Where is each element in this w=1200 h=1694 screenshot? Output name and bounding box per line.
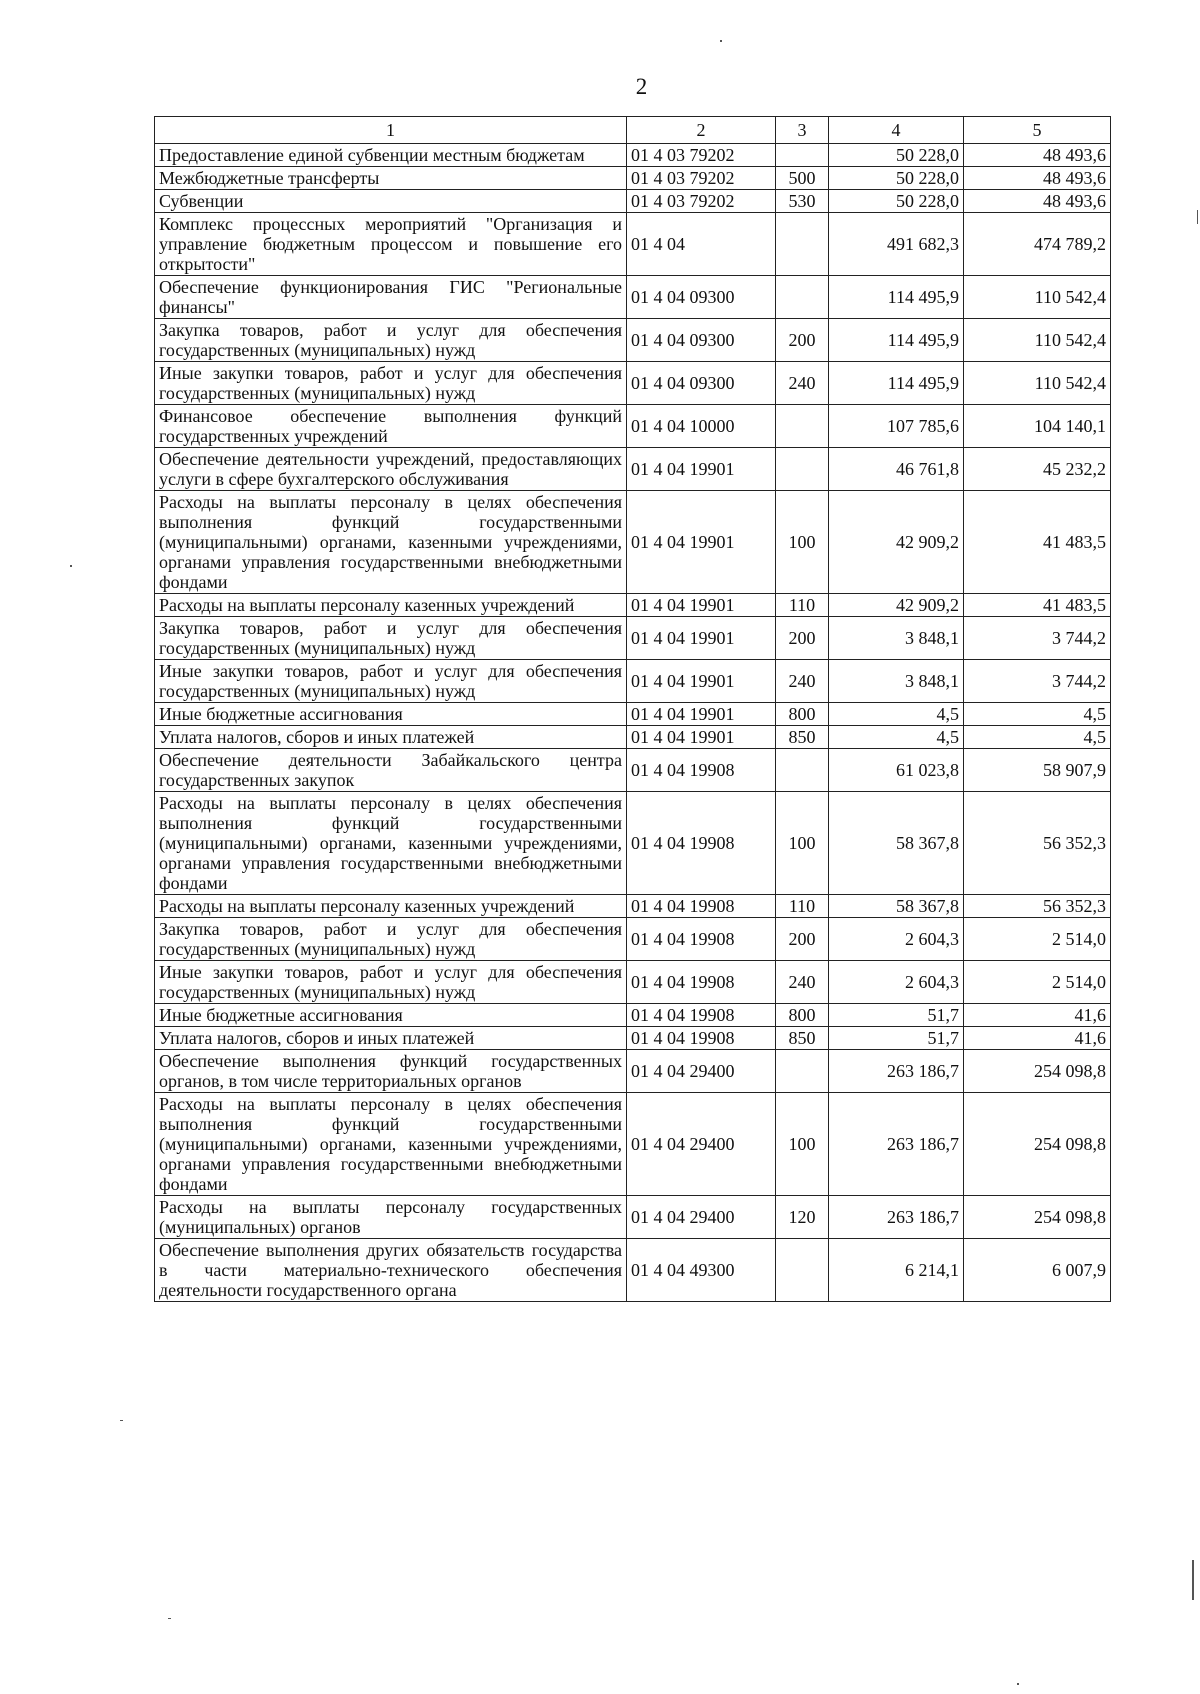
row-code: 01 4 04 29400 [627,1093,776,1196]
row-name: Субвенции [155,190,627,213]
row-name: Иные бюджетные ассигнования [155,703,627,726]
table-row [155,362,1111,405]
table-row [155,1027,1111,1050]
row-name: Закупка товаров, работ и услуг для обеспечения государственных (муниципальных) нужд [155,617,627,660]
row-type: 200 [776,319,829,362]
row-value-4: 107 785,6 [829,405,964,448]
budget-table [154,116,1111,1302]
row-name: Финансовое обеспечение выполнения функций государственных учреждений [155,405,627,448]
table-body [155,144,1111,1302]
row-code: 01 4 04 19901 [627,448,776,491]
row-value-4: 42 909,2 [829,594,964,617]
row-name: Уплата налогов, сборов и иных платежей [155,726,627,749]
row-value-5: 48 493,6 [964,144,1111,167]
table-row [155,792,1111,895]
table-row [155,213,1111,276]
row-value-4: 51,7 [829,1027,964,1050]
row-name: Уплата налогов, сборов и иных платежей [155,1027,627,1050]
row-value-4: 4,5 [829,726,964,749]
row-type: 850 [776,726,829,749]
row-name: Расходы на выплаты персоналу в целях обеспечения выполнения функций государственными (муниципальными) органами, казенными учреждениями, органами управления государственными внебюджетными фондами [155,491,627,594]
table-row [155,726,1111,749]
row-value-5: 48 493,6 [964,190,1111,213]
row-value-4: 4,5 [829,703,964,726]
row-name: Обеспечение деятельности Забайкальского центра государственных закупок [155,749,627,792]
page-number: 2 [635,74,648,99]
row-name: Закупка товаров, работ и услуг для обеспечения государственных (муниципальных) нужд [155,918,627,961]
row-code: 01 4 04 19901 [627,617,776,660]
row-type: 100 [776,491,829,594]
row-value-4: 114 495,9 [829,362,964,405]
row-value-5: 56 352,3 [964,895,1111,918]
row-code: 01 4 04 19901 [627,703,776,726]
row-type: 850 [776,1027,829,1050]
row-type: 240 [776,362,829,405]
row-value-4: 58 367,8 [829,792,964,895]
row-type [776,144,829,167]
row-value-4: 50 228,0 [829,190,964,213]
row-name: Обеспечение выполнения функций государственных органов, в том числе территориальных органов [155,1050,627,1093]
row-name: Расходы на выплаты персоналу казенных учреждений [155,594,627,617]
row-value-4: 491 682,3 [829,213,964,276]
table-row [155,1093,1111,1196]
row-type [776,1050,829,1093]
row-value-5: 104 140,1 [964,405,1111,448]
scan-speck [70,565,72,567]
row-type: 240 [776,961,829,1004]
row-code: 01 4 04 49300 [627,1239,776,1302]
row-code: 01 4 04 19908 [627,961,776,1004]
column-header-2: 2 [627,117,776,144]
row-code: 01 4 04 19908 [627,895,776,918]
row-code: 01 4 04 19901 [627,594,776,617]
row-type: 240 [776,660,829,703]
row-code: 01 4 04 10000 [627,405,776,448]
table-row [155,167,1111,190]
row-value-4: 46 761,8 [829,448,964,491]
row-value-4: 51,7 [829,1004,964,1027]
row-value-4: 3 848,1 [829,660,964,703]
row-value-5: 474 789,2 [964,213,1111,276]
row-name: Обеспечение выполнения других обязательств государства в части материально-технического обеспечения деятельности государственного органа [155,1239,627,1302]
header-row [155,117,1111,144]
table-row [155,961,1111,1004]
row-type [776,405,829,448]
table-row [155,319,1111,362]
row-code: 01 4 04 19901 [627,660,776,703]
row-value-5: 110 542,4 [964,276,1111,319]
row-code: 01 4 04 19908 [627,792,776,895]
row-name: Межбюджетные трансферты [155,167,627,190]
row-name: Иные закупки товаров, работ и услуг для обеспечения государственных (муниципальных) нужд [155,660,627,703]
row-type: 110 [776,895,829,918]
row-name: Иные закупки товаров, работ и услуг для обеспечения государственных (муниципальных) нужд [155,961,627,1004]
row-code: 01 4 03 79202 [627,144,776,167]
row-type: 800 [776,1004,829,1027]
row-value-4: 6 214,1 [829,1239,964,1302]
row-code: 01 4 04 09300 [627,319,776,362]
table-row [155,276,1111,319]
table-row [155,617,1111,660]
row-code: 01 4 04 19901 [627,491,776,594]
row-value-4: 42 909,2 [829,491,964,594]
table-row [155,1050,1111,1093]
row-value-5: 41 483,5 [964,491,1111,594]
row-code: 01 4 04 29400 [627,1050,776,1093]
row-name: Обеспечение функционирования ГИС "Региональные финансы" [155,276,627,319]
row-value-5: 254 098,8 [964,1050,1111,1093]
row-value-5: 2 514,0 [964,961,1111,1004]
row-value-5: 56 352,3 [964,792,1111,895]
row-value-5: 2 514,0 [964,918,1111,961]
table-row [155,895,1111,918]
row-type: 530 [776,190,829,213]
row-code: 01 4 04 19901 [627,726,776,749]
table-row [155,1196,1111,1239]
table-row [155,594,1111,617]
row-type: 800 [776,703,829,726]
row-value-5: 45 232,2 [964,448,1111,491]
row-value-5: 3 744,2 [964,660,1111,703]
table-row [155,918,1111,961]
row-value-5: 110 542,4 [964,362,1111,405]
scan-speck [720,40,722,42]
table-row [155,405,1111,448]
scan-speck [1192,1560,1194,1600]
row-value-4: 58 367,8 [829,895,964,918]
row-value-4: 3 848,1 [829,617,964,660]
row-name: Комплекс процессных мероприятий "Организация и управление бюджетным процессом и повышение его открытости" [155,213,627,276]
row-name: Расходы на выплаты персоналу казенных учреждений [155,895,627,918]
scan-speck [120,1420,123,1421]
row-value-4: 263 186,7 [829,1196,964,1239]
row-type: 200 [776,918,829,961]
row-value-5: 41,6 [964,1004,1111,1027]
table-row [155,1239,1111,1302]
row-value-4: 2 604,3 [829,961,964,1004]
table-row [155,144,1111,167]
row-type [776,276,829,319]
row-name: Закупка товаров, работ и услуг для обеспечения государственных (муниципальных) нужд [155,319,627,362]
scan-speck [1197,210,1198,224]
row-type [776,448,829,491]
row-name: Расходы на выплаты персоналу государственных (муниципальных) органов [155,1196,627,1239]
row-value-5: 110 542,4 [964,319,1111,362]
row-type: 120 [776,1196,829,1239]
row-name: Предоставление единой субвенции местным бюджетам [155,144,627,167]
row-code: 01 4 04 09300 [627,362,776,405]
row-value-4: 50 228,0 [829,144,964,167]
row-value-4: 114 495,9 [829,276,964,319]
table-row [155,190,1111,213]
row-name: Расходы на выплаты персоналу в целях обеспечения выполнения функций государственными (муниципальными) органами, казенными учреждениями, органами управления государственными внебюджетными фондами [155,1093,627,1196]
row-type: 100 [776,1093,829,1196]
row-value-5: 254 098,8 [964,1093,1111,1196]
column-header-5: 5 [964,117,1111,144]
row-code: 01 4 03 79202 [627,190,776,213]
row-value-4: 263 186,7 [829,1050,964,1093]
table-row [155,448,1111,491]
row-code: 01 4 04 19908 [627,1027,776,1050]
table-row [155,1004,1111,1027]
row-name: Обеспечение деятельности учреждений, предоставляющих услуги в сфере бухгалтерского обслуживания [155,448,627,491]
table-row [155,703,1111,726]
row-code: 01 4 03 79202 [627,167,776,190]
row-type: 200 [776,617,829,660]
row-code: 01 4 04 19908 [627,749,776,792]
column-header-4: 4 [829,117,964,144]
column-header-1: 1 [155,117,627,144]
row-type [776,213,829,276]
row-value-4: 61 023,8 [829,749,964,792]
row-value-4: 263 186,7 [829,1093,964,1196]
table-row [155,491,1111,594]
row-name: Иные закупки товаров, работ и услуг для обеспечения государственных (муниципальных) нужд [155,362,627,405]
row-value-4: 2 604,3 [829,918,964,961]
table-header [155,117,1111,144]
row-name: Иные бюджетные ассигнования [155,1004,627,1027]
row-value-4: 50 228,0 [829,167,964,190]
row-value-5: 6 007,9 [964,1239,1111,1302]
row-value-5: 4,5 [964,726,1111,749]
row-value-5: 58 907,9 [964,749,1111,792]
table-row [155,749,1111,792]
row-code: 01 4 04 19908 [627,918,776,961]
row-type: 100 [776,792,829,895]
row-value-5: 3 744,2 [964,617,1111,660]
row-value-5: 254 098,8 [964,1196,1111,1239]
table-row [155,660,1111,703]
row-value-5: 41,6 [964,1027,1111,1050]
column-header-3: 3 [776,117,829,144]
scan-speck [168,1618,171,1619]
row-value-5: 41 483,5 [964,594,1111,617]
row-type [776,1239,829,1302]
row-code: 01 4 04 29400 [627,1196,776,1239]
row-type: 110 [776,594,829,617]
scan-speck [1017,1683,1019,1685]
row-code: 01 4 04 19908 [627,1004,776,1027]
row-type [776,749,829,792]
row-code: 01 4 04 09300 [627,276,776,319]
row-code: 01 4 04 [627,213,776,276]
row-type: 500 [776,167,829,190]
row-value-5: 4,5 [964,703,1111,726]
row-value-4: 114 495,9 [829,319,964,362]
row-value-5: 48 493,6 [964,167,1111,190]
row-name: Расходы на выплаты персоналу в целях обеспечения выполнения функций государственными (муниципальными) органами, казенными учреждениями, органами управления государственными внебюджетными фондами [155,792,627,895]
